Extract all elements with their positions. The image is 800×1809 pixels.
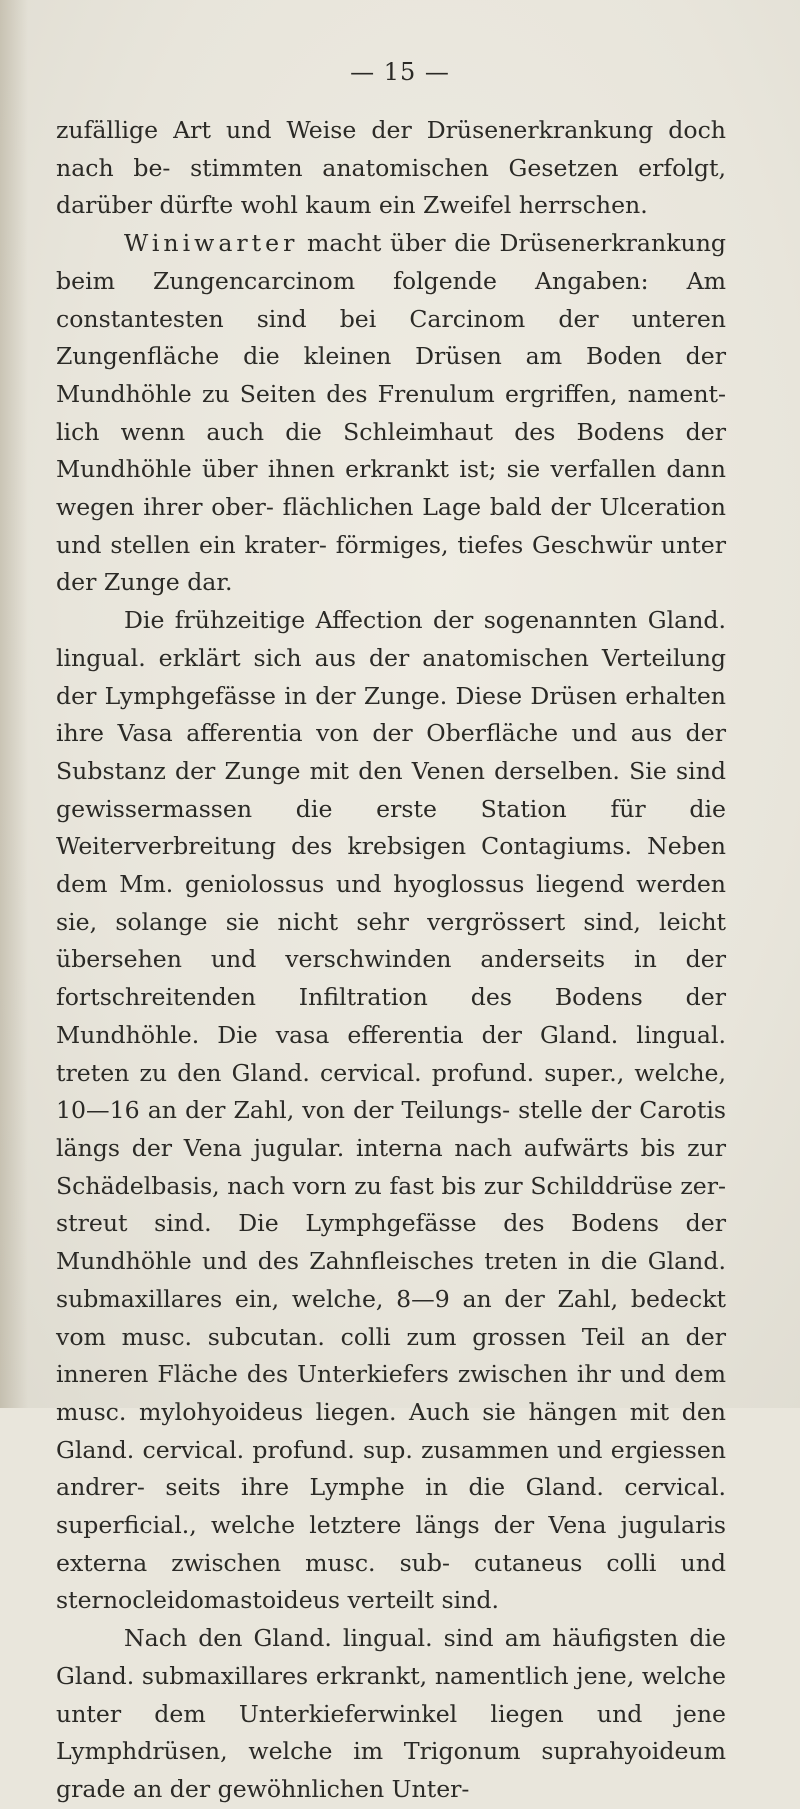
paragraph-4: Nach den Gland. lingual. sind am häufigsten die Gland. submaxillares erkrankt, namentlich jene, welche unter dem Unterkieferwinkel liegen und jene Lymphdrüsen, welche im Trigonum suprahyoideum grade an der gewöhnlichen Unter- — [56, 1624, 726, 1803]
body-text — [56, 112, 726, 1809]
paragraph-3: Die frühzeitige Affection der sogenannten Gland. lingual. erklärt sich aus der anatomischen Verteilung der Lymphgefässe in der Zunge. Diese Drüsen erhalten ihre Vasa afferentia von der Oberfläche und aus der Substanz der Zunge mit den Venen derselben. Sie sind gewissermassen die erste Station für die Weiterverbreitung des krebsigen Contagiums. Neben dem Mm. geniolossus und hyoglossus liegend werden sie, solange sie nicht sehr vergrössert sind, leicht übersehen und verschwinden anderseits in der fortschreitenden Infiltration des Bodens der Mundhöhle. Die vasa efferentia der Gland. lingual. treten zu den Gland. cervical. profund. super., welche, 10—16 an der Zahl, von der Teilungs- stelle der Carotis längs der Vena jugular. interna nach aufwärts bis zur Schädelbasis, nach vorn zu fast bis zur Schilddrüse zer- streut sind. Die Lymphgefässe des Bodens der Mundhöhle und des Zahnfleisches treten in die Gland. submaxillares ein, welche, 8—9 an der Zahl, bedeckt vom musc. subcutan. colli zum grossen Teil an der inneren Fläche des Unterkiefers zwischen ihr und dem musc. mylohyoideus liegen. Auch sie hängen mit den Gland. cervical. profund. sup. zusammen und ergiessen andrer- seits ihre Lymphe in die Gland. cervical. superficial., welche letztere längs der Vena jugularis externa zwischen musc. sub- cutaneus colli und sternocleidomastoideus verteilt sind. — [56, 606, 726, 1615]
paragraph-2 — [56, 225, 726, 602]
paragraph-1: zufällige Art und Weise der Drüsenerkrankung doch nach be- stimmten anatomischen Gesetzen erfolgt, darüber dürfte wohl kaum ein Zweifel herrschen. — [56, 116, 726, 220]
author-name: Winiwarter — [124, 229, 299, 258]
page-number: — 15 — — [350, 58, 450, 86]
page-edge-shadow — [0, 0, 28, 1408]
paragraph-2-text: macht über die Drüsenerkrankung beim Zungencarcinom folgende Angaben: Am constantesten sind bei Carcinom der unteren Zungenfläche die kleinen Drüsen am Boden der Mundhöhle zu Seiten des Frenulum ergriffen, nament- lich wenn auch die Schleimhaut des Bodens der Mundhöhle über ihnen erkrankt ist; sie verfallen dann wegen ihrer ober- flächlichen Lage bald der Ulceration und stellen ein krater- förmiges, tiefes Geschwür unter der Zunge dar. — [56, 229, 726, 597]
